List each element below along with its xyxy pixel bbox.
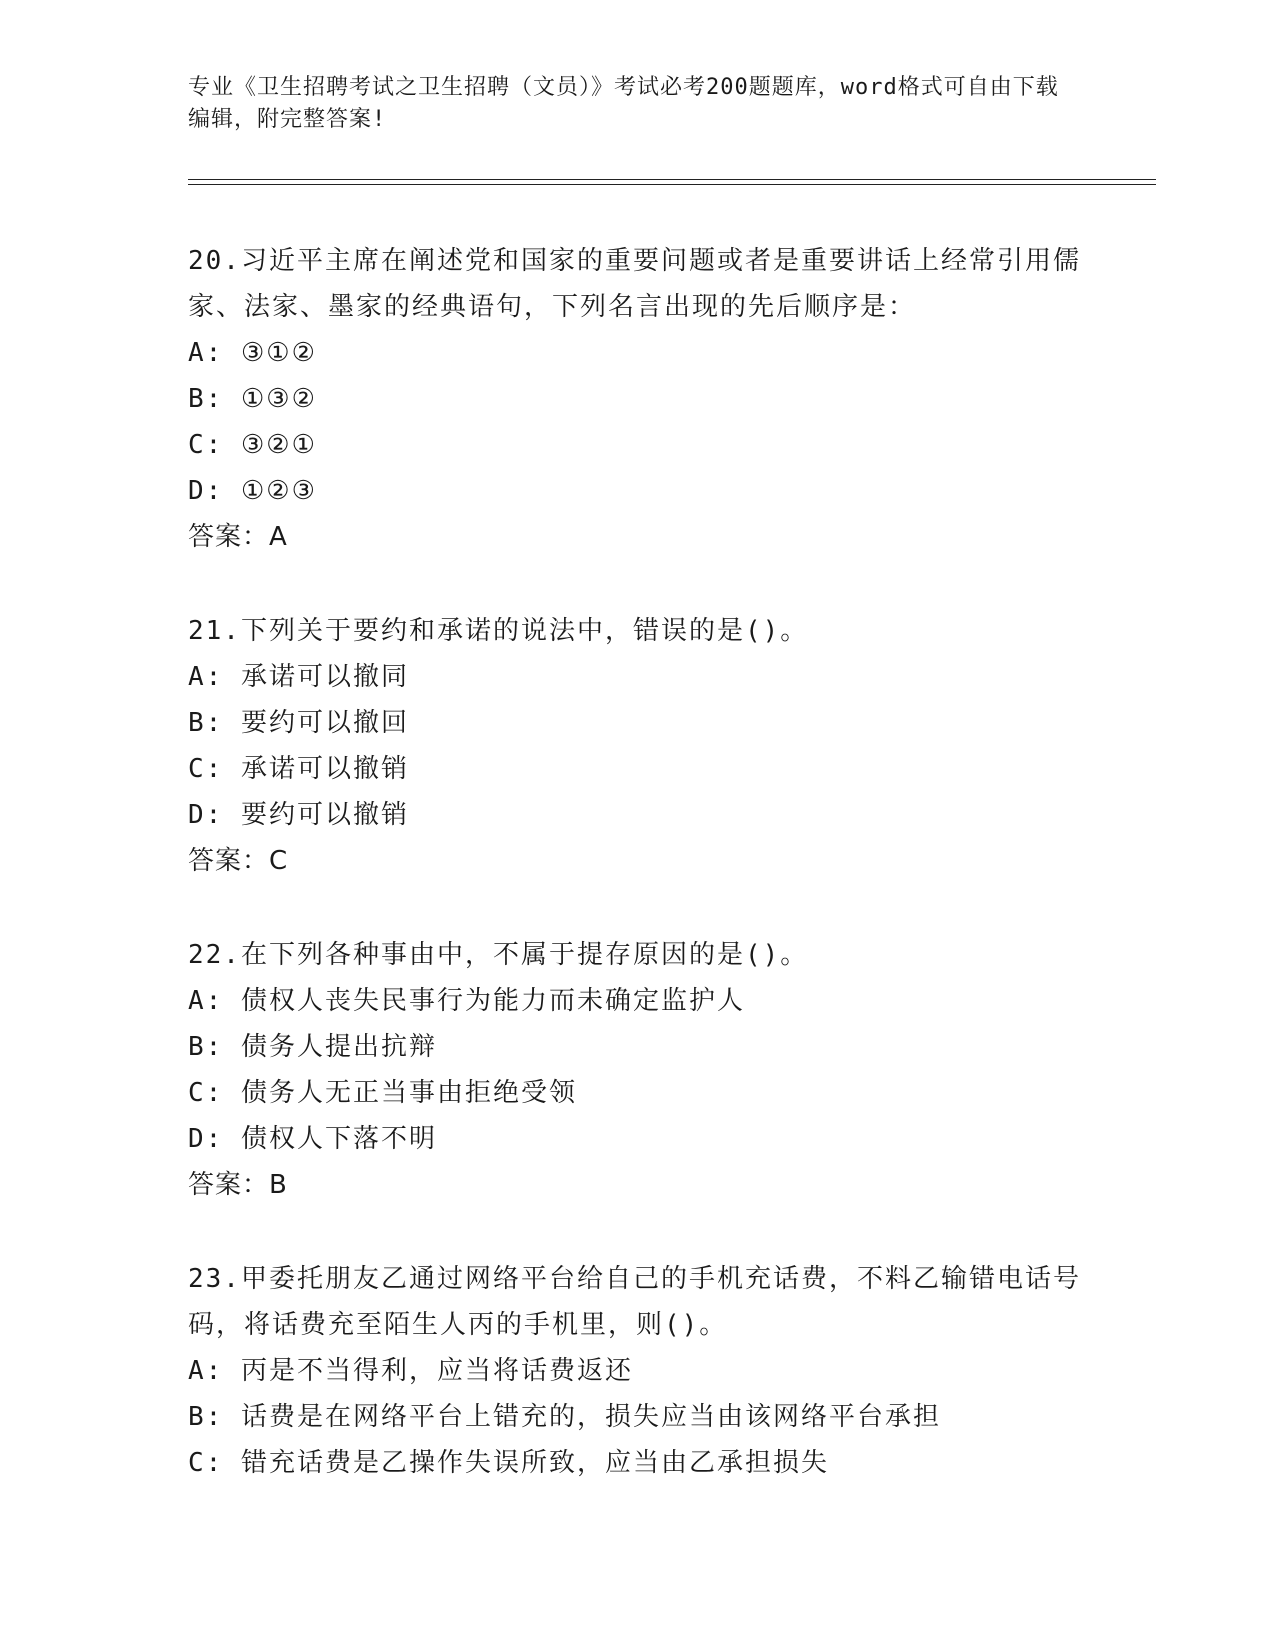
- option-b: B: 要约可以撤回: [188, 708, 409, 738]
- option-c: C: ③②①: [188, 430, 317, 460]
- option-d: D: 债权人下落不明: [188, 1124, 437, 1154]
- option-b: B: 话费是在网络平台上错充的，损失应当由该网络平台承担: [188, 1402, 941, 1432]
- question-20: [188, 238, 1088, 560]
- option-a: A: 承诺可以撤同: [188, 662, 409, 692]
- answer: 答案：B: [188, 1170, 288, 1200]
- document-header: 专业《卫生招聘考试之卫生招聘（文员）》考试必考200题题库，word格式可自由下载编辑，附完整答案!: [188, 75, 1059, 132]
- answer: 答案：C: [188, 846, 289, 876]
- header-divider-top: [188, 179, 1156, 180]
- option-a: A: ③①②: [188, 338, 317, 368]
- answer: 答案：A: [188, 522, 288, 552]
- question-22: [188, 932, 1088, 1208]
- option-d: D: ①②③: [188, 476, 317, 506]
- option-c: C: 承诺可以撤销: [188, 754, 409, 784]
- question-stem: 20.习近平主席在阐述党和国家的重要问题或者是重要讲话上经常引用儒家、法家、墨家的经典语句，下列名言出现的先后顺序是：: [188, 246, 1081, 322]
- question-list: [188, 238, 1088, 1534]
- option-c: C: 错充话费是乙操作失误所致，应当由乙承担损失: [188, 1448, 829, 1478]
- option-b: B: 债务人提出抗辩: [188, 1032, 437, 1062]
- question-stem: 23.甲委托朋友乙通过网络平台给自己的手机充话费，不料乙输错电话号码，将话费充至陌生人丙的手机里，则()。: [188, 1264, 1081, 1340]
- question-stem: 21.下列关于要约和承诺的说法中，错误的是()。: [188, 616, 809, 646]
- question-21: [188, 608, 1088, 884]
- question-23: [188, 1256, 1088, 1486]
- option-c: C: 债务人无正当事由拒绝受领: [188, 1078, 577, 1108]
- question-stem: 22.在下列各种事由中，不属于提存原因的是()。: [188, 940, 809, 970]
- option-a: A: 债权人丧失民事行为能力而未确定监护人: [188, 986, 745, 1016]
- option-b: B: ①③②: [188, 384, 317, 414]
- option-a: A: 丙是不当得利，应当将话费返还: [188, 1356, 633, 1386]
- header-divider-bottom: [188, 184, 1156, 185]
- option-d: D: 要约可以撤销: [188, 800, 409, 830]
